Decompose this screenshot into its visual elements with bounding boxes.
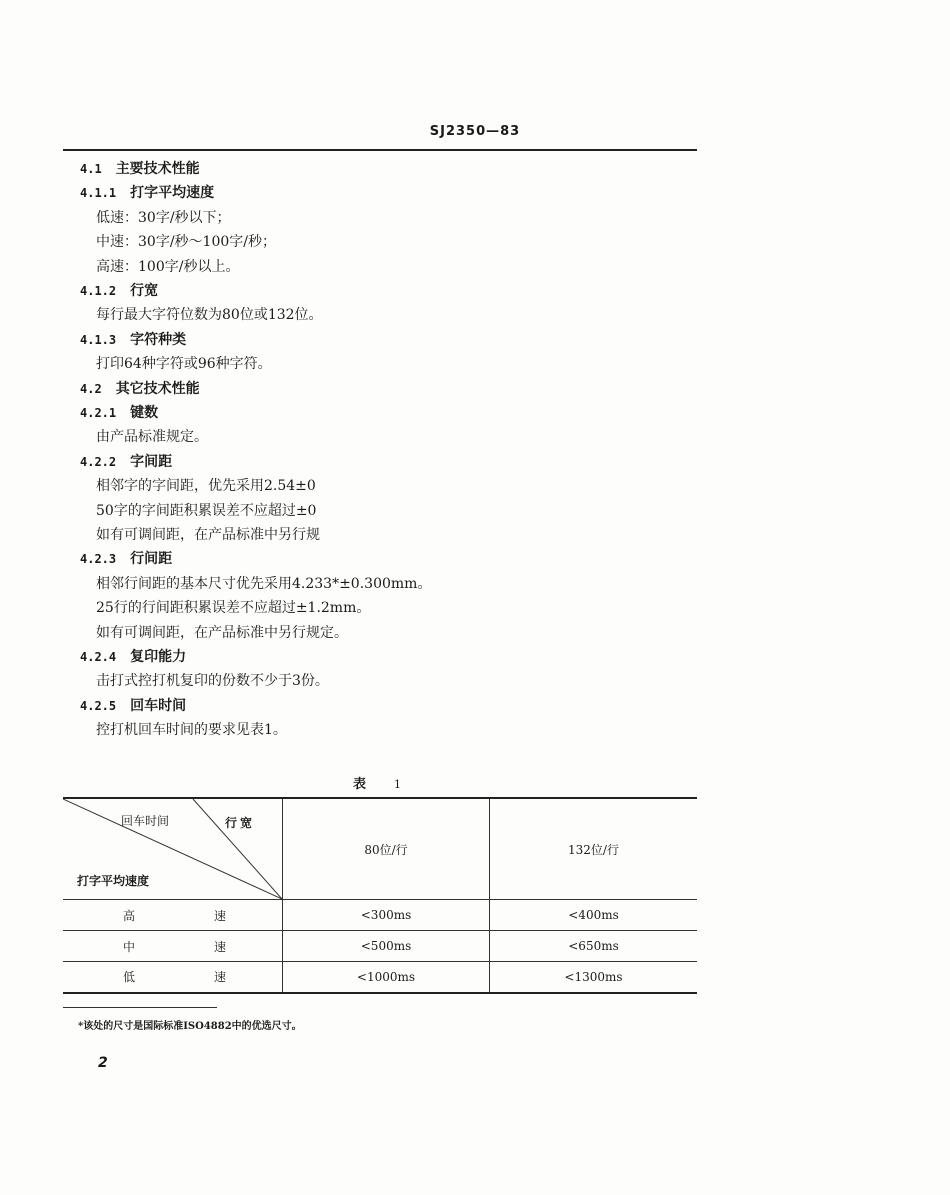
section-heading xyxy=(80,331,186,349)
table-cell: <650ms xyxy=(490,931,698,962)
body-text: 相邻行间距的基本尺寸优先采用4.233*±0.300mm。 xyxy=(96,575,432,592)
table-cell: <1000ms xyxy=(283,962,490,993)
diagonal-header-cell xyxy=(63,798,283,900)
body-text-line xyxy=(96,624,348,642)
section-heading xyxy=(80,648,186,666)
table-row xyxy=(63,962,697,993)
section-title: 行宽 xyxy=(130,283,159,299)
footnote-rule xyxy=(63,1007,217,1008)
body-text: 击打式控打机复印的份数不少于3份。 xyxy=(96,673,329,690)
section-title: 主要技术性能 xyxy=(115,161,200,177)
body-text: 每行最大字符位数为80位或132位。 xyxy=(96,307,323,324)
document-code: SJ2350—83 xyxy=(429,124,521,139)
body-text-line xyxy=(96,575,431,593)
body-text-line xyxy=(96,502,356,520)
table-row xyxy=(63,931,697,962)
section-number: 4.2 xyxy=(80,381,102,396)
section-number: 4.1 xyxy=(80,162,102,176)
section-number: 4.2.2 xyxy=(80,454,117,469)
row-label-char: 速 xyxy=(213,939,226,954)
section-heading xyxy=(80,453,172,471)
section-number: 4.1.2 xyxy=(80,284,117,298)
body-text: 50字的字间距积累误差不应超过±0 xyxy=(96,502,317,519)
column-header-80: 80位/行 xyxy=(283,798,490,900)
table-cell: <300ms xyxy=(283,900,490,931)
corner-label-print-speed: 打字平均速度 xyxy=(77,874,150,888)
body-text: 25行的行间距积累误差不应超过±1.2mm。 xyxy=(96,600,371,617)
section-title: 打字平均速度 xyxy=(130,185,215,202)
section-title: 字间距 xyxy=(130,453,173,470)
table-row xyxy=(63,900,697,931)
section-heading xyxy=(80,697,186,715)
row-label xyxy=(63,931,283,962)
row-label-char: 高 xyxy=(123,908,136,923)
section-number: 4.2.1 xyxy=(80,406,117,420)
section-title: 其它技术性能 xyxy=(115,380,200,397)
body-text: 如有可调间距，在产品标准中另行规定。 xyxy=(96,624,348,641)
section-title: 键数 xyxy=(130,405,159,421)
body-text-line xyxy=(96,672,329,690)
body-text: 中速：30字/秒～100字/秒； xyxy=(96,234,276,251)
body-text: 低速：30字/秒以下； xyxy=(96,209,231,226)
section-number: 4.2.5 xyxy=(80,698,117,713)
section-heading xyxy=(80,184,214,202)
body-text-line xyxy=(96,209,231,227)
body-text: 由产品标准规定。 xyxy=(96,429,208,446)
section-number: 4.2.4 xyxy=(80,650,117,664)
section-title: 回车时间 xyxy=(130,697,187,714)
body-text-line xyxy=(96,355,272,373)
body-text: 相邻字的字间距，优先采用2.54±0 xyxy=(96,478,316,495)
corner-label-return-time: 回车时间 xyxy=(121,814,170,828)
table-caption-number: 1 xyxy=(394,778,402,791)
section-heading xyxy=(80,282,158,300)
section-heading xyxy=(80,380,200,398)
row-label-char: 低 xyxy=(123,970,136,985)
body-text-line xyxy=(96,306,323,324)
body-text: 打印64种字符或96种字符。 xyxy=(96,356,272,373)
body-text-line xyxy=(96,258,239,276)
body-text: 高速：100字/秒以上。 xyxy=(96,258,240,275)
body-text: 控打机回车时间的要求见表1。 xyxy=(96,722,287,739)
body-text: 如有可调间距，在产品标准中另行规 xyxy=(96,527,320,543)
corner-label-line-width: 行宽 xyxy=(225,816,256,830)
column-header-132: 132位/行 xyxy=(490,798,698,900)
table-caption xyxy=(353,773,401,792)
table-caption-label: 表 xyxy=(353,777,367,792)
section-number: 4.1.3 xyxy=(80,332,117,347)
table-header-row xyxy=(63,798,697,900)
section-title: 复印能力 xyxy=(130,649,187,665)
table-cell: <500ms xyxy=(283,931,490,962)
body-text-line xyxy=(96,477,356,495)
section-heading xyxy=(80,160,200,178)
body-text-line xyxy=(96,233,276,251)
section-number: 4.2.3 xyxy=(80,552,117,567)
page-number: 2 xyxy=(98,1055,108,1071)
row-label-char: 速 xyxy=(213,908,226,923)
body-text-line xyxy=(96,599,370,617)
footnote: *该处的尺寸是国际标准ISO4882中的优选尺寸。 xyxy=(78,1021,302,1032)
row-label-char: 中 xyxy=(123,939,136,954)
body-text-line xyxy=(96,721,287,739)
section-heading xyxy=(80,550,172,568)
row-label-char: 速 xyxy=(213,970,226,985)
body-text-line xyxy=(96,428,208,446)
header-rule xyxy=(63,149,697,151)
row-label xyxy=(63,962,283,993)
section-title: 字符种类 xyxy=(130,331,187,348)
section-number: 4.1.1 xyxy=(80,186,117,201)
body-text-line xyxy=(96,526,356,544)
table-cell: <1300ms xyxy=(490,962,698,993)
section-title: 行间距 xyxy=(130,551,173,568)
table-cell: <400ms xyxy=(490,900,698,931)
row-label xyxy=(63,900,283,931)
section-heading xyxy=(80,404,158,422)
response-time-table xyxy=(63,797,697,994)
